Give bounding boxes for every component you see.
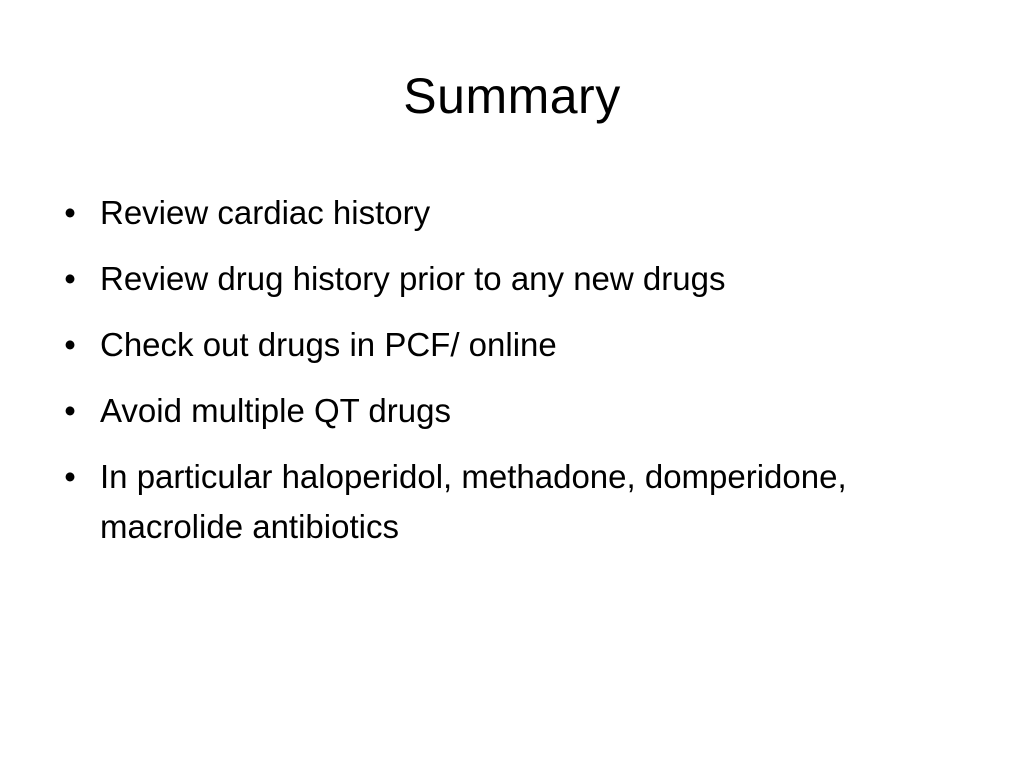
bullet-item — [58, 254, 958, 304]
bullet-text: Review cardiac history — [100, 194, 431, 231]
bullet-item — [58, 452, 958, 552]
bullet-icon: • — [64, 458, 76, 495]
bullet-item — [58, 188, 958, 238]
bullet-text: Avoid multiple QT drugs — [100, 392, 451, 429]
bullet-icon: • — [64, 194, 76, 231]
bullet-text: Review drug history prior to any new drugs — [100, 260, 726, 297]
bullet-text: In particular haloperidol, methadone, domperidone, macrolide antibiotics — [100, 458, 847, 545]
bullet-item — [58, 386, 958, 436]
bullet-icon: • — [64, 260, 76, 297]
slide-title: Summary — [403, 68, 621, 124]
bullet-item — [58, 320, 958, 370]
bullet-text: Check out drugs in PCF/ online — [100, 326, 557, 363]
bullet-icon: • — [64, 326, 76, 363]
bullet-icon: • — [64, 392, 76, 429]
bullet-list — [58, 188, 958, 568]
